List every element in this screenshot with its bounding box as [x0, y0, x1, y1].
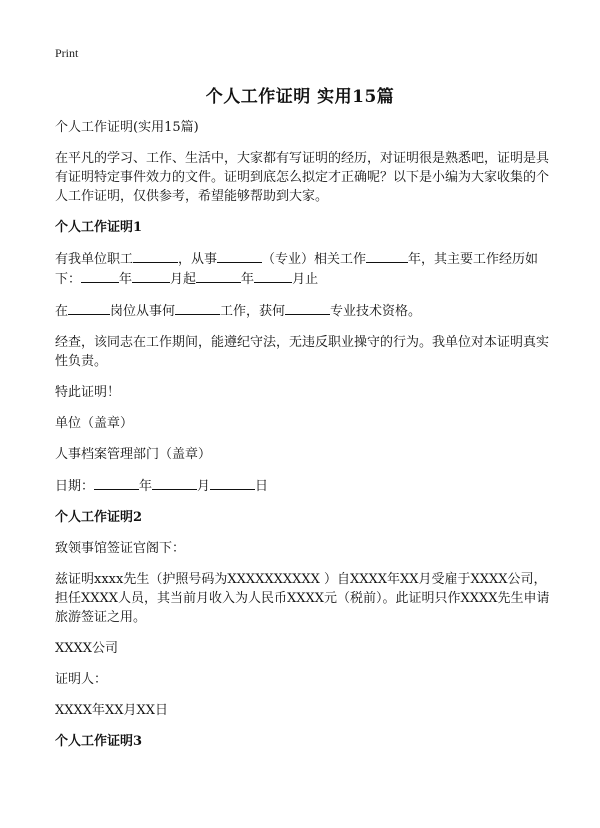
certify-text: 特此证明！	[55, 385, 121, 400]
blank-field	[68, 301, 110, 315]
date-line: 日期： 年 月 日	[55, 476, 550, 496]
print-label[interactable]: Print	[55, 46, 79, 60]
verification-paragraph: 经查，该同志在工作期间，能遵纪守法，无违反职业操守的行为。我单位对本证明真实性负责。	[55, 335, 550, 369]
blank-field	[152, 476, 197, 490]
blank-field	[254, 269, 292, 283]
section-heading-1: 个人工作证明1	[55, 220, 143, 235]
blank-field	[175, 301, 220, 315]
unit-seal-text: 单位（盖章）	[55, 416, 134, 431]
section-heading-2: 个人工作证明2	[55, 510, 143, 525]
blank-field	[94, 476, 139, 490]
blank-field	[285, 301, 330, 315]
blank-field	[196, 269, 241, 283]
company-name: XXXX公司	[55, 641, 119, 656]
blank-field	[81, 269, 119, 283]
salutation: 致领事馆签证官阁下：	[55, 541, 186, 556]
employee-info-paragraph: 有我单位职工 ，从事 （专业）相关工作 年，其主要工作经历如下： 年 月起 年 月止	[55, 249, 550, 289]
blank-field	[366, 249, 408, 263]
intro-paragraph: 在平凡的学习、工作、生活中，大家都有写证明的经历，对证明很是熟悉吧，证明是具有证明特定事件效力的文件。证明到底怎么拟定才正确呢？以下是小编为大家收集的个人工作证明，仅供参考，希望能够帮助到大家。	[55, 151, 550, 204]
blank-field	[210, 476, 255, 490]
date-text: XXXX年XX月XX日	[55, 703, 169, 718]
visa-paragraph: 兹证明xxxx先生（护照号码为XXXXXXXXXX ）自XXXX年XX月受雇于XXXX公司，担任XXXX人员，其当前月收入为人民币XXXX元（税前）。此证明只作XXXX先生申请旅游签证之用。	[55, 572, 550, 625]
document-body	[55, 118, 550, 763]
section-heading-3: 个人工作证明3	[55, 734, 143, 749]
blank-field	[132, 269, 170, 283]
certifier-label: 证明人：	[55, 672, 108, 687]
blank-field	[133, 249, 178, 263]
blank-field	[217, 249, 262, 263]
position-paragraph: 在 岗位从事何 工作，获何 专业技术资格。	[55, 301, 550, 321]
subtitle: 个人工作证明(实用15篇)	[55, 120, 199, 135]
page-title: 个人工作证明 实用15篇	[205, 87, 395, 107]
hr-seal-text: 人事档案管理部门（盖章）	[55, 447, 212, 462]
